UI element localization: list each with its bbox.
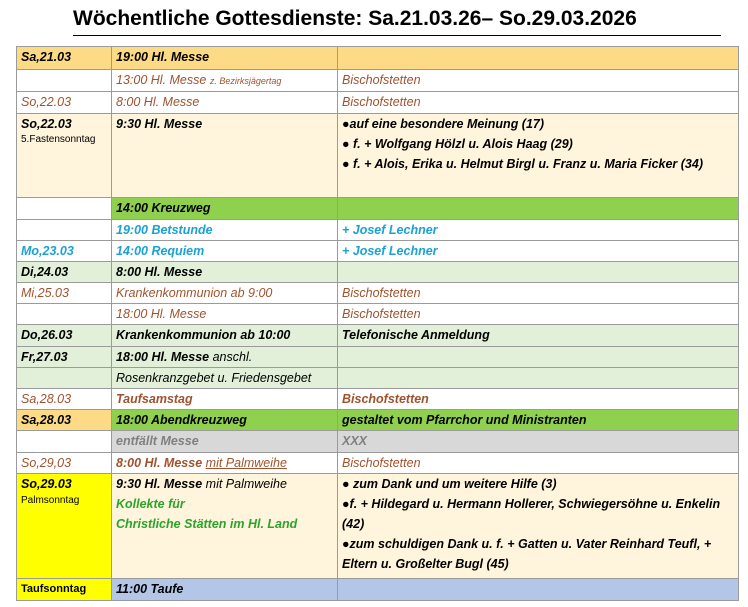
event-cell: 18:00 Abendkreuzweg — [112, 410, 338, 431]
table-row — [17, 92, 739, 113]
event-cell: 8:00 Hl. Messe — [112, 92, 338, 113]
event-cell: 19:00 Hl. Messe — [112, 47, 338, 70]
event-note: anschl. — [212, 349, 253, 364]
event-cell — [112, 346, 338, 367]
collection-line: Christliche Stätten im Hl. Land — [116, 516, 298, 531]
intention-item: ● zum Dank und um weitere Hilfe (3) — [342, 476, 557, 491]
date-cell — [17, 219, 112, 240]
event-cell: entfällt Messe — [112, 431, 338, 452]
event-cell: Rosenkranzgebet u. Friedensgebet — [112, 367, 338, 388]
table-row — [17, 431, 739, 452]
event-note: mit Palmweihe — [205, 455, 287, 470]
table-row — [17, 70, 739, 92]
place-cell: XXX — [338, 431, 739, 452]
table-row — [17, 283, 739, 304]
date-cell: Sa,28.03 — [17, 389, 112, 410]
table-row — [17, 47, 739, 70]
event-cell: 14:00 Requiem — [112, 240, 338, 261]
event-cell: Krankenkommunion ab 10:00 — [112, 325, 338, 346]
table-row — [17, 346, 739, 367]
event-cell: Taufsamstag — [112, 389, 338, 410]
date-cell — [17, 70, 112, 92]
date-cell: Do,26.03 — [17, 325, 112, 346]
table-row — [17, 367, 739, 388]
schedule-table — [16, 46, 739, 601]
place-cell: gestaltet vom Pfarrchor und Ministranten — [338, 410, 739, 431]
table-row — [17, 452, 739, 473]
date-cell — [17, 367, 112, 388]
date-label: So,22.03 — [21, 116, 72, 131]
date-sub: Palmsonntag — [21, 494, 80, 506]
table-row — [17, 219, 739, 240]
table-row — [17, 578, 739, 600]
intentions-cell — [338, 473, 739, 578]
date-cell — [17, 431, 112, 452]
event-cell: 18:00 Hl. Messe — [112, 304, 338, 325]
date-cell: Taufsonntag — [17, 578, 112, 600]
table-row — [17, 198, 739, 219]
date-cell: So,29,03 — [17, 452, 112, 473]
place-cell — [338, 346, 739, 367]
date-label: So,29.03 — [21, 476, 72, 491]
date-cell: Di,24.03 — [17, 261, 112, 282]
intention-item: ●f. + Hildegard u. Hermann Hollerer, Schwiegersöhne u. Enkelin (42) — [342, 496, 721, 531]
event-cell: Krankenkommunion ab 9:00 — [112, 283, 338, 304]
place-cell: + Josef Lechner — [338, 240, 739, 261]
place-cell — [338, 367, 739, 388]
collection-line: Kollekte für — [116, 496, 185, 511]
table-row — [17, 113, 739, 198]
date-cell: Sa,21.03 — [17, 47, 112, 70]
date-cell: Mi,25.03 — [17, 283, 112, 304]
table-row — [17, 261, 739, 282]
page-title: Wöchentliche Gottesdienste: Sa.21.03.26– So.29.03.2026 — [73, 7, 637, 30]
date-cell: So,22.03 — [17, 92, 112, 113]
event-main: 18:00 Hl. Messe — [116, 349, 210, 364]
event-cell: 11:00 Taufe — [112, 578, 338, 600]
date-cell — [17, 473, 112, 578]
place-cell: + Josef Lechner — [338, 219, 739, 240]
intention-item: ●auf eine besondere Meinung (17) — [342, 116, 545, 131]
date-cell — [17, 113, 112, 198]
date-cell — [17, 198, 112, 219]
intention-item: ●zum schuldigen Dank u. f. + Gatten u. Vater Reinhard Teufl, + Eltern u. Großelter Bugl (45) — [342, 536, 712, 571]
event-cell: 14:00 Kreuzweg — [112, 198, 338, 219]
place-cell: Bischofstetten — [338, 70, 739, 92]
table-row — [17, 410, 739, 431]
place-cell — [338, 47, 739, 70]
place-cell: Bischofstetten — [338, 452, 739, 473]
event-main: 8:00 Hl. Messe — [116, 455, 203, 470]
event-note: z. Bezirksjägertag — [209, 76, 282, 87]
event-note: mit Palmweihe — [205, 476, 287, 491]
date-cell — [17, 304, 112, 325]
place-cell: Telefonische Anmeldung — [338, 325, 739, 346]
table-row — [17, 325, 739, 346]
intentions-cell — [338, 113, 739, 198]
date-cell: Sa,28.03 — [17, 410, 112, 431]
date-sub: 5.Fastensonntag — [21, 133, 96, 145]
event-cell — [112, 70, 338, 92]
place-cell — [338, 198, 739, 219]
place-cell: Bischofstetten — [338, 92, 739, 113]
event-main: 9:30 Hl. Messe — [116, 476, 203, 491]
title-underline — [73, 35, 721, 36]
event-cell: 9:30 Hl. Messe — [112, 113, 338, 198]
intention-item: ● f. + Wolfgang Hölzl u. Alois Haag (29) — [342, 136, 573, 151]
place-cell: Bischofstetten — [338, 304, 739, 325]
date-cell: Mo,23.03 — [17, 240, 112, 261]
intention-item: ● f. + Alois, Erika u. Helmut Birgl u. Franz u. Maria Ficker (34) — [342, 156, 703, 171]
event-cell: 19:00 Betstunde — [112, 219, 338, 240]
date-cell: Fr,27.03 — [17, 346, 112, 367]
place-cell — [338, 261, 739, 282]
event-cell — [112, 473, 338, 578]
place-cell: Bischofstetten — [338, 283, 739, 304]
event-cell — [112, 452, 338, 473]
table-row — [17, 304, 739, 325]
table-row — [17, 240, 739, 261]
event-main: 13:00 Hl. Messe — [116, 73, 207, 88]
place-cell — [338, 578, 739, 600]
place-cell: Bischofstetten — [338, 389, 739, 410]
table-row — [17, 389, 739, 410]
table-row — [17, 473, 739, 578]
event-cell: 8:00 Hl. Messe — [112, 261, 338, 282]
